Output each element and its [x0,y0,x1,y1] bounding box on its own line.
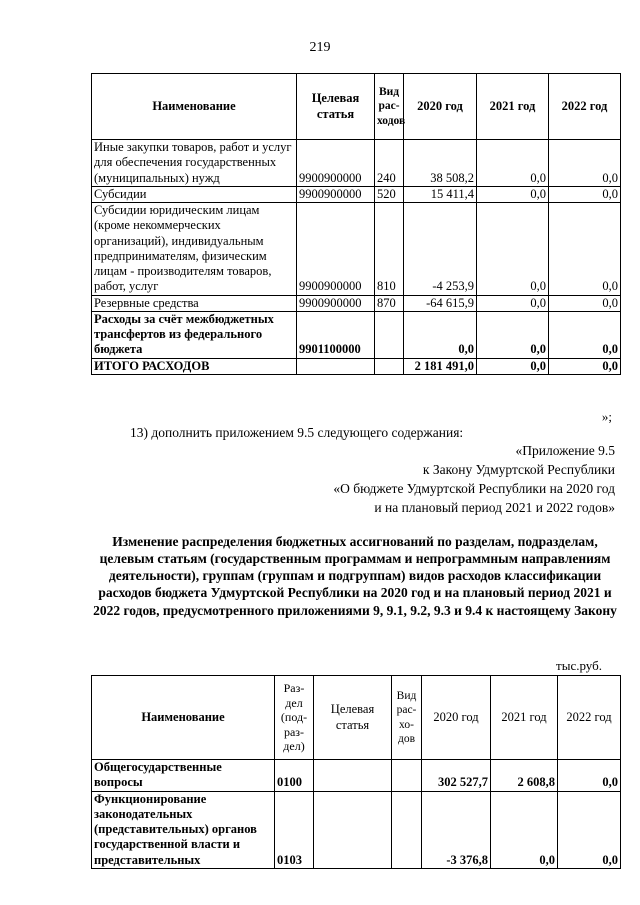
row-article: 9900900000 [297,295,375,311]
header-2020: 2020 год [404,74,477,140]
row-type: 520 [375,186,404,202]
row-2022: 0,0 [558,791,621,868]
header-article: Целевая статья [297,74,375,140]
distribution-table [91,675,621,869]
row-name: Субсидии [92,186,297,202]
row-name: Функционирование законодательных (представительных) органов государственной власти и представительных [92,791,275,868]
table-row [92,140,621,187]
row-section: 0100 [275,760,314,792]
table-row [92,760,621,792]
row-section: 0103 [275,791,314,868]
header-2021: 2021 год [491,676,558,760]
table-header-row [92,676,621,760]
row-2022: 0,0 [549,140,621,187]
total-row [92,358,621,374]
units-label: тыс.руб. [556,658,602,673]
document-heading: Изменение распределения бюджетных ассигнований по разделам, подразделам, целевым статьям (государственным программам и непрограммным направлениям деятельности), группам (группам и подгруппам) видов расходов классификации расходов бюджета Удмуртской Республики на 2020 год и на плановый период 2021 и 2022 годов, предусмотренного приложениями 9, 9.1, 9.2, 9.3 и 9.4 к настоящему Закону [93,534,617,618]
header-name: Наименование [92,676,275,760]
table-row [92,186,621,202]
table-row [92,311,621,358]
paragraph-13: 13) дополнить приложением 9.5 следующего содержания: [130,425,464,440]
row-2021: 0,0 [477,140,549,187]
row-2021: 0,0 [477,295,549,311]
table-header-row [92,74,621,140]
header-name: Наименование [92,74,297,140]
row-name: Общегосударственные вопросы [92,760,275,792]
table-row [92,791,621,868]
row-article [297,358,375,374]
row-2020: 15 411,4 [404,186,477,202]
appendix-line: к Закону Удмуртской Республики [422,462,615,477]
row-name: Расходы за счёт межбюджетных трансфертов из федерального бюджета [92,311,297,358]
row-2022: 0,0 [558,760,621,792]
expenses-table [91,73,621,375]
header-2020: 2020 год [422,676,491,760]
row-type [392,791,422,868]
row-name: Иные закупки товаров, работ и услуг для обеспечения государственных (муниципальных) нужд [92,140,297,187]
header-2021: 2021 год [477,74,549,140]
appendix-line: «Приложение 9.5 [515,443,615,458]
row-2021: 0,0 [477,203,549,296]
closing-quote: »; [601,409,612,424]
row-2021: 0,0 [477,311,549,358]
row-2020: -64 615,9 [404,295,477,311]
row-2020: -3 376,8 [422,791,491,868]
row-2021: 2 608,8 [491,760,558,792]
row-2020: 302 527,7 [422,760,491,792]
table-row [92,295,621,311]
row-type: 240 [375,140,404,187]
header-type: Вид рас-хо-дов [392,676,422,760]
row-2020: 38 508,2 [404,140,477,187]
row-article: 9900900000 [297,186,375,202]
row-name: ИТОГО РАСХОДОВ [92,358,297,374]
row-2020: 0,0 [404,311,477,358]
row-2021: 0,0 [477,358,549,374]
row-article: 9901100000 [297,311,375,358]
row-article: 9900900000 [297,203,375,296]
header-article: Целевая статья [314,676,392,760]
row-type: 870 [375,295,404,311]
row-2020: -4 253,9 [404,203,477,296]
row-2020: 2 181 491,0 [404,358,477,374]
header-2022: 2022 год [558,676,621,760]
row-name: Субсидии юридическим лицам (кроме некоммерческих организаций), индивидуальным предпринимателям, физическим лицам - производителям товаров, работ, услуг [92,203,297,296]
header-2022: 2022 год [549,74,621,140]
row-type [392,760,422,792]
row-type [375,311,404,358]
row-2022: 0,0 [549,358,621,374]
row-article [314,791,392,868]
row-name: Резервные средства [92,295,297,311]
header-type: Вид рас-ходов [375,74,404,140]
row-2022: 0,0 [549,311,621,358]
row-2022: 0,0 [549,186,621,202]
row-article: 9900900000 [297,140,375,187]
row-2022: 0,0 [549,203,621,296]
appendix-line: «О бюджете Удмуртской Республики на 2020 год [333,481,615,496]
row-2021: 0,0 [477,186,549,202]
appendix-line: и на плановый период 2021 и 2022 годов» [374,500,615,515]
page-number: 219 [309,40,331,55]
row-article [314,760,392,792]
row-type: 810 [375,203,404,296]
header-section: Раз-дел (под-раз-дел) [275,676,314,760]
row-type [375,358,404,374]
table-row [92,203,621,296]
row-2022: 0,0 [549,295,621,311]
row-2021: 0,0 [491,791,558,868]
